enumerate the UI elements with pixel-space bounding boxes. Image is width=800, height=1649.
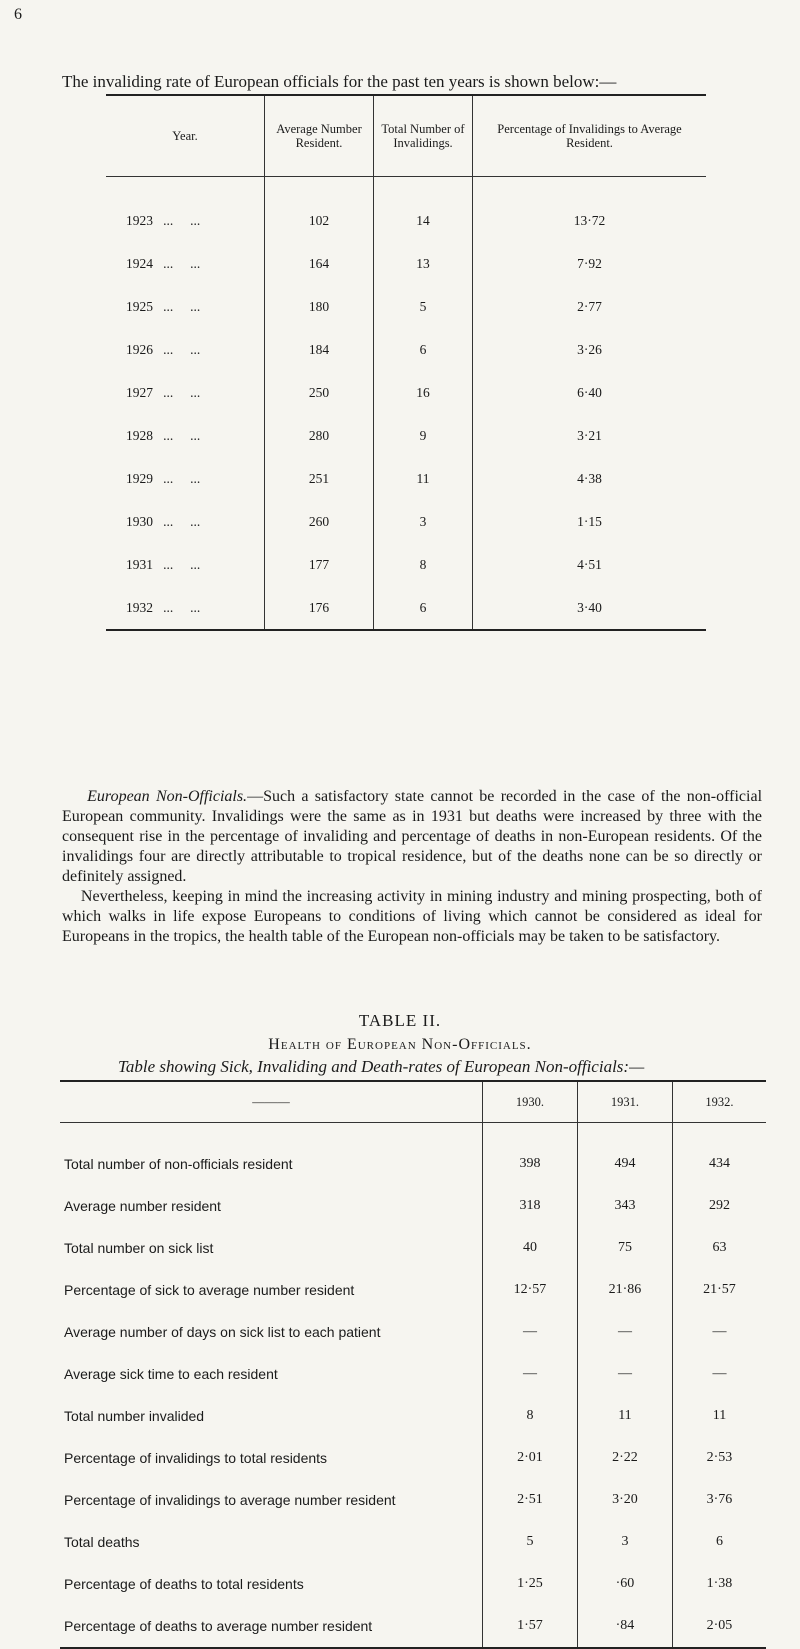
leader-dots: ... ...: [153, 427, 201, 443]
value-cell: 2·22: [577, 1437, 672, 1479]
table-row: [106, 242, 706, 285]
year-cell: [106, 457, 265, 500]
cell-text: 250: [308, 384, 330, 400]
leader-dots: ... ...: [153, 255, 201, 271]
value-cell: 1·38: [672, 1563, 766, 1605]
paragraph-non-officials: [62, 787, 762, 887]
col-header-invalidings: Total Number of Invalidings.: [374, 95, 473, 177]
cell-text: 11: [416, 470, 430, 486]
value-cell: 398: [483, 1123, 578, 1186]
cell-text: 1927: [126, 384, 153, 400]
value-cell: [374, 543, 473, 586]
year-cell: [106, 328, 265, 371]
page-number: 6: [14, 6, 22, 23]
value-cell: —: [577, 1353, 672, 1395]
row-label: Percentage of invalidings to total residents: [64, 1450, 328, 1466]
table2-subtitle: Health of European Non-Officials.: [268, 1036, 532, 1053]
value-cell: 434: [672, 1123, 766, 1186]
table2-caption: Table showing Sick, Invaliding and Death-rates of European Non-officials:—: [118, 1057, 645, 1076]
leader-dots: ... ...: [153, 556, 201, 572]
value-cell: [265, 242, 374, 285]
leader-dots: ... ...: [153, 341, 201, 357]
cell-text: 14: [416, 212, 430, 228]
table-row: [106, 500, 706, 543]
value-cell: [265, 457, 374, 500]
paragraph-heading: European Non-Officials.: [87, 788, 248, 805]
cell-text: 184: [308, 341, 330, 357]
value-cell: [374, 586, 473, 630]
value-cell: [374, 457, 473, 500]
paragraph-body-2: Nevertheless, keeping in mind the increasing activity in mining industry and mining prospecting, both of which walks in life expose Europeans to conditions of living which cannot be considered as ideal for Europeans in the tropics, the health table of the European non-officials may be taken to be satisfactory.: [62, 888, 763, 945]
leader-dots: ... ...: [153, 599, 201, 615]
row-label: Total number of non-officials resident: [64, 1156, 293, 1172]
value-cell: [473, 586, 707, 630]
cell-text: 1925: [126, 298, 153, 314]
value-cell: [265, 500, 374, 543]
col-header-year: Year.: [106, 95, 265, 177]
row-label: Average number of days on sick list to each patient: [64, 1324, 381, 1340]
cell-text: 4·51: [577, 556, 602, 572]
table-row: [106, 586, 706, 630]
cell-text: 177: [308, 556, 330, 572]
value-cell: 11: [672, 1395, 766, 1437]
cell-text: 7·92: [577, 255, 602, 271]
value-cell: 8: [483, 1395, 578, 1437]
value-cell: 1·57: [483, 1605, 578, 1648]
row-label: Percentage of deaths to average number resident: [60, 1605, 483, 1648]
cell-text: 1924: [126, 255, 153, 271]
value-cell: 2·01: [483, 1437, 578, 1479]
value-cell: 318: [483, 1185, 578, 1227]
cell-text: 1930: [126, 513, 153, 529]
cell-text: 1929: [126, 470, 153, 486]
health-table: [60, 1080, 766, 1649]
cell-text: 5: [419, 298, 427, 314]
table-row: [60, 1227, 766, 1269]
value-cell: [473, 285, 707, 328]
value-cell: [374, 414, 473, 457]
table-row: [106, 543, 706, 586]
cell-text: 1932: [126, 599, 153, 615]
cell-text: 1928: [126, 427, 153, 443]
value-cell: 1·25: [483, 1563, 578, 1605]
cell-text: 3·40: [577, 599, 602, 615]
table-header-row: [106, 95, 706, 177]
value-cell: [265, 177, 374, 243]
value-cell: [473, 414, 707, 457]
cell-text: 13: [416, 255, 430, 271]
cell-text: 260: [308, 513, 330, 529]
cell-text: 3·26: [577, 341, 602, 357]
value-cell: 3: [577, 1521, 672, 1563]
cell-text: 180: [308, 298, 330, 314]
value-cell: [374, 371, 473, 414]
year-cell: [106, 285, 265, 328]
table-row: [60, 1185, 766, 1227]
cell-text: 6·40: [577, 384, 602, 400]
value-cell: [374, 177, 473, 243]
value-cell: [473, 328, 707, 371]
year-cell: [106, 242, 265, 285]
value-cell: 5: [483, 1521, 578, 1563]
value-cell: 63: [672, 1227, 766, 1269]
cell-text: 6: [419, 599, 427, 615]
col-header-average: Average Number Resident.: [265, 95, 374, 177]
value-cell: 40: [483, 1227, 578, 1269]
value-cell: 3·76: [672, 1479, 766, 1521]
table-row: [60, 1269, 766, 1311]
table-row: [60, 1521, 766, 1563]
leader-dots: ... ...: [153, 212, 201, 228]
row-label: Total deaths: [64, 1534, 140, 1550]
value-cell: 11: [577, 1395, 672, 1437]
year-cell: [106, 586, 265, 630]
col-header-1931: 1931.: [577, 1081, 672, 1123]
table-row: [60, 1563, 766, 1605]
cell-text: 6: [419, 341, 427, 357]
cell-text: 176: [308, 599, 330, 615]
row-label: Percentage of sick to average number resident: [64, 1282, 355, 1298]
invaliding-table: [106, 94, 706, 631]
table-row: [60, 1395, 766, 1437]
cell-text: 1·15: [577, 513, 602, 529]
cell-text: 280: [308, 427, 330, 443]
table-row: [60, 1605, 766, 1648]
value-cell: 75: [577, 1227, 672, 1269]
table-header-row: [60, 1081, 766, 1123]
row-label: Percentage of deaths to total residents: [64, 1576, 304, 1592]
value-cell: [374, 500, 473, 543]
value-cell: [473, 177, 707, 243]
value-cell: [374, 285, 473, 328]
intro-text: The invaliding rate of European officials for the past ten years is shown below:—: [62, 72, 617, 91]
value-cell: [473, 457, 707, 500]
value-cell: 21·86: [577, 1269, 672, 1311]
table-row: [60, 1437, 766, 1479]
row-label: Percentage of invalidings to average number resident: [64, 1492, 396, 1508]
value-cell: 292: [672, 1185, 766, 1227]
value-cell: [265, 543, 374, 586]
col-header-corner: ———: [60, 1081, 483, 1123]
leader-dots: ... ...: [153, 384, 201, 400]
value-cell: [265, 371, 374, 414]
value-cell: [374, 242, 473, 285]
cell-text: 102: [308, 212, 330, 228]
leader-dots: ... ...: [153, 470, 201, 486]
value-cell: ·60: [577, 1563, 672, 1605]
table-row: [60, 1353, 766, 1395]
cell-text: 3·21: [577, 427, 602, 443]
value-cell: —: [672, 1353, 766, 1395]
value-cell: 2·05: [672, 1605, 766, 1648]
row-label: Total number invalided: [64, 1408, 205, 1424]
value-cell: 3·20: [577, 1479, 672, 1521]
paragraph-body: —Such a satisfactory state cannot be recorded in the case of the non-official European community. Invalidings were the same as in 1931 but deaths were increased by three with the consequent rise in the percentage of invaliding and percentage of deaths in non-European residents. Of the invalidings four are directly attributable to tropical residence, but of the deaths none can be so directly or definitely assigned.: [62, 788, 763, 885]
value-cell: [473, 371, 707, 414]
paragraph-nevertheless: [62, 887, 762, 947]
table2-title: TABLE II.: [358, 1011, 442, 1030]
cell-text: 1931: [126, 556, 153, 572]
col-header-1930: 1930.: [483, 1081, 578, 1123]
cell-text: 164: [308, 255, 330, 271]
year-cell: [106, 177, 265, 243]
value-cell: 6: [672, 1521, 766, 1563]
table-row: [106, 328, 706, 371]
leader-dots: ... ...: [153, 298, 201, 314]
table-row: [60, 1311, 766, 1353]
leader-dots: ... ...: [153, 513, 201, 529]
value-cell: —: [672, 1311, 766, 1353]
table-row: [106, 414, 706, 457]
value-cell: 343: [577, 1185, 672, 1227]
cell-text: 1923: [126, 212, 153, 228]
table-row: [106, 285, 706, 328]
value-cell: 12·57: [483, 1269, 578, 1311]
cell-text: 251: [308, 470, 330, 486]
value-cell: 494: [577, 1123, 672, 1186]
value-cell: ·84: [577, 1605, 672, 1648]
col-header-percentage: Percentage of Invalidings to Average Resident.: [473, 95, 707, 177]
value-cell: [473, 543, 707, 586]
row-label: Total number on sick list: [64, 1240, 214, 1256]
value-cell: [265, 414, 374, 457]
row-label: Average sick time to each resident: [64, 1366, 278, 1382]
value-cell: 2·53: [672, 1437, 766, 1479]
cell-text: 1926: [126, 341, 153, 357]
value-cell: —: [483, 1311, 578, 1353]
cell-text: 2·77: [577, 298, 602, 314]
cell-text: 8: [419, 556, 427, 572]
table-row: [106, 457, 706, 500]
value-cell: 21·57: [672, 1269, 766, 1311]
value-cell: [473, 242, 707, 285]
value-cell: [265, 328, 374, 371]
year-cell: [106, 543, 265, 586]
value-cell: [265, 586, 374, 630]
year-cell: [106, 500, 265, 543]
year-cell: [106, 371, 265, 414]
value-cell: [374, 328, 473, 371]
row-label: Average number resident: [64, 1198, 221, 1214]
value-cell: 2·51: [483, 1479, 578, 1521]
cell-text: 3: [419, 513, 427, 529]
year-cell: [106, 414, 265, 457]
cell-text: 9: [419, 427, 427, 443]
value-cell: —: [577, 1311, 672, 1353]
value-cell: —: [483, 1353, 578, 1395]
table-row: [60, 1123, 766, 1186]
cell-text: 13·72: [573, 212, 606, 228]
value-cell: [473, 500, 707, 543]
col-header-1932: 1932.: [672, 1081, 766, 1123]
table-row: [106, 177, 706, 243]
value-cell: [265, 285, 374, 328]
cell-text: 4·38: [577, 470, 602, 486]
table-row: [60, 1479, 766, 1521]
table-row: [106, 371, 706, 414]
cell-text: 16: [416, 384, 430, 400]
